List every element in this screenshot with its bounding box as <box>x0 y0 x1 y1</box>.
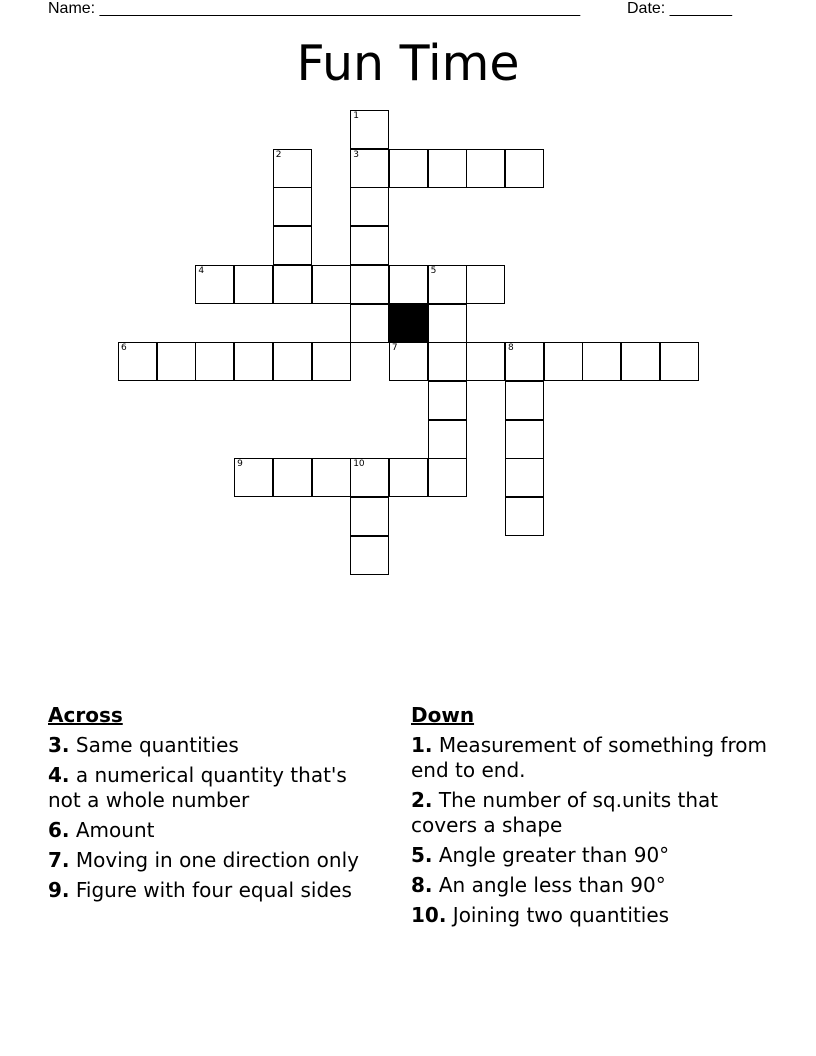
grid-cell[interactable] <box>660 342 699 381</box>
clue-text: Measurement of something from end to end. <box>411 733 767 782</box>
grid-cell[interactable] <box>389 265 428 304</box>
cell-number: 4 <box>198 265 205 276</box>
page-title: Fun Time <box>296 35 520 92</box>
down-clues <box>411 703 771 933</box>
grid-cell[interactable] <box>350 458 389 497</box>
down-clue <box>411 733 771 783</box>
clue-number: 1. <box>411 733 433 757</box>
cell-number: 10 <box>353 459 365 470</box>
grid-cell[interactable] <box>312 265 351 304</box>
clue-number: 5. <box>411 843 433 867</box>
clue-number: 10. <box>411 903 447 927</box>
cell-number: 6 <box>121 343 127 354</box>
grid-cell[interactable] <box>350 149 389 188</box>
across-clue <box>48 848 378 873</box>
grid-cell[interactable] <box>466 265 505 304</box>
grid-cell[interactable] <box>350 536 389 575</box>
grid-cell[interactable] <box>428 304 467 343</box>
across-clue <box>48 878 378 903</box>
clue-number: 8. <box>411 873 433 897</box>
grid-cell[interactable] <box>389 149 428 188</box>
grid-cell[interactable] <box>350 226 389 265</box>
grid-cell[interactable] <box>466 149 505 188</box>
grid-cell[interactable] <box>312 342 351 381</box>
down-clue <box>411 788 771 838</box>
grid-cell[interactable] <box>350 110 389 149</box>
clue-text: An angle less than 90° <box>438 873 666 897</box>
grid-cell[interactable] <box>273 265 312 304</box>
grid-cell[interactable] <box>157 342 196 381</box>
across-heading: Across <box>48 703 123 727</box>
clue-text: Moving in one direction only <box>75 848 359 872</box>
grid-cell[interactable] <box>273 187 312 226</box>
grid-cell[interactable] <box>428 458 467 497</box>
grid-cell[interactable] <box>582 342 621 381</box>
cell-number: 8 <box>508 343 514 354</box>
down-clue <box>411 873 771 898</box>
down-heading: Down <box>411 703 475 727</box>
across-clue <box>48 763 378 813</box>
clue-number: 7. <box>48 848 70 872</box>
grid-cell[interactable] <box>389 342 428 381</box>
grid-cell[interactable] <box>428 342 467 381</box>
clue-text: a numerical quantity that's not a whole number <box>48 763 347 812</box>
clue-number: 2. <box>411 788 433 812</box>
clue-text: Joining two quantities <box>452 903 670 927</box>
grid-cell[interactable] <box>428 265 467 304</box>
cell-number: 3 <box>353 149 359 160</box>
grid-cell[interactable] <box>466 342 505 381</box>
clue-text: Figure with four equal sides <box>75 878 352 902</box>
clue-number: 4. <box>48 763 70 787</box>
grid-cell[interactable] <box>389 458 428 497</box>
clue-text: The number of sq.units that covers a shape <box>411 788 719 837</box>
grid-cell[interactable] <box>350 497 389 536</box>
grid-cell[interactable] <box>195 342 234 381</box>
grid-cell[interactable] <box>350 187 389 226</box>
grid-cell[interactable] <box>273 226 312 265</box>
clue-text: Amount <box>75 818 155 842</box>
clue-text: Same quantities <box>75 733 239 757</box>
date-field-line: Date: _______ <box>627 0 732 17</box>
down-clue <box>411 843 771 868</box>
grid-cell[interactable] <box>428 420 467 459</box>
name-field-line: Name: ______________________________________________________ <box>48 0 581 17</box>
grid-cell[interactable] <box>273 458 312 497</box>
grid-cell[interactable] <box>273 342 312 381</box>
across-clues <box>48 703 378 908</box>
grid-cell[interactable] <box>505 458 544 497</box>
clue-number: 9. <box>48 878 70 902</box>
clue-number: 6. <box>48 818 70 842</box>
across-clue <box>48 733 378 758</box>
grid-cell[interactable] <box>350 265 389 304</box>
grid-cell[interactable] <box>312 458 351 497</box>
grid-cell[interactable] <box>234 265 273 304</box>
grid-cell[interactable] <box>195 265 234 304</box>
black-cell <box>389 304 428 343</box>
grid-cell[interactable] <box>505 497 544 536</box>
cell-number: 5 <box>430 265 437 276</box>
cell-number: 9 <box>237 459 243 470</box>
grid-cell[interactable] <box>621 342 660 381</box>
grid-cell[interactable] <box>350 304 389 343</box>
down-clue <box>411 903 771 928</box>
cell-number: 7 <box>391 343 398 354</box>
grid-cell[interactable] <box>505 149 544 188</box>
grid-cell[interactable] <box>544 342 583 381</box>
grid-cell[interactable] <box>505 342 544 381</box>
cell-number: 2 <box>275 149 282 160</box>
cell-number: 1 <box>353 111 359 121</box>
grid-cell[interactable] <box>428 381 467 420</box>
grid-cell[interactable] <box>505 381 544 420</box>
grid-cell[interactable] <box>234 342 273 381</box>
grid-cell[interactable] <box>505 420 544 459</box>
across-clue <box>48 818 378 843</box>
clue-number: 3. <box>48 733 70 757</box>
clue-text: Angle greater than 90° <box>438 843 670 867</box>
grid-cell[interactable] <box>234 458 273 497</box>
grid-cell[interactable] <box>428 149 467 188</box>
grid-cell[interactable] <box>273 149 312 188</box>
grid-cell[interactable] <box>118 342 157 381</box>
